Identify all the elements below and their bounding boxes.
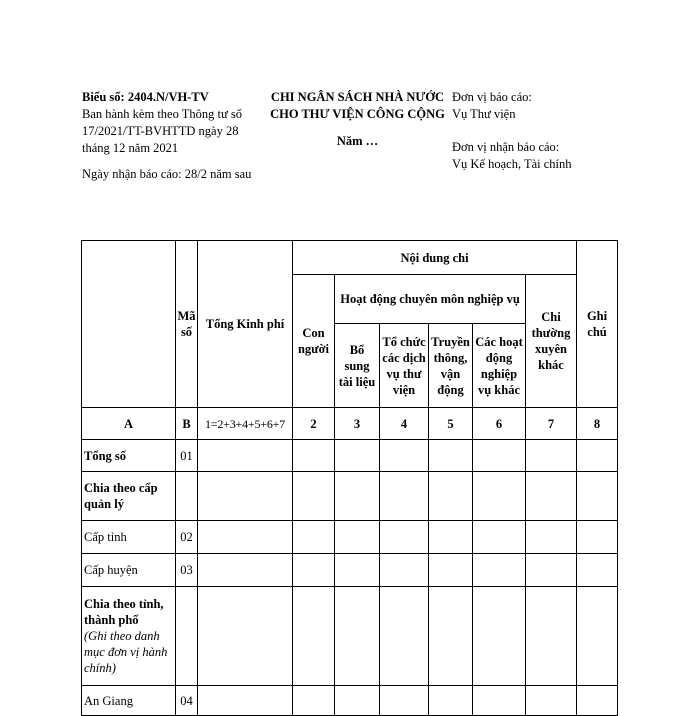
report-title: CHI NGÂN SÁCH NHÀ NƯỚC CHO THƯ VIỆN CÔNG CỘNG <box>270 90 445 121</box>
numbering-row <box>82 408 618 440</box>
table-row <box>82 472 618 521</box>
numbering-cell: A <box>82 408 176 440</box>
row-label <box>82 587 176 686</box>
col-chi-thuong-xuyen: Chi thường xuyên khác <box>526 275 577 408</box>
numbering-cell: 5 <box>429 408 473 440</box>
col-hoat-dong: Hoạt động chuyên môn nghiệp vụ <box>335 275 526 324</box>
row-code: 02 <box>176 521 198 554</box>
col-to-chuc: Tổ chức các dịch vụ thư viện <box>380 324 429 408</box>
report-title-block <box>270 89 445 150</box>
table-row <box>82 521 618 554</box>
col-con-nguoi: Con người <box>293 275 335 408</box>
col-ghi-chu: Ghi chú <box>577 241 618 408</box>
numbering-cell: 1=2+3+4+5+6+7 <box>198 408 293 440</box>
numbering-cell: B <box>176 408 198 440</box>
row-label: Chia theo cấp quản lý <box>82 472 176 521</box>
row-code: 03 <box>176 554 198 587</box>
numbering-cell: 7 <box>526 408 577 440</box>
row-label: Cấp tỉnh <box>82 521 176 554</box>
row-code: 01 <box>176 440 198 472</box>
report-table <box>81 240 618 716</box>
table-row <box>82 554 618 587</box>
table-row <box>82 440 618 472</box>
table-row <box>82 587 618 686</box>
issued-by: Ban hành kèm theo Thông tư số 17/2021/TT-BVHTTD ngày 28 tháng 12 năm 2021 <box>82 107 242 155</box>
report-year: Năm … <box>336 134 379 148</box>
col-tong-kinh-phi: Tổng Kinh phí <box>198 241 293 408</box>
row-label-text: Chia theo tỉnh, thành phố <box>84 597 164 627</box>
row-label: An Giang <box>82 686 176 716</box>
row-label: Cấp huyện <box>82 554 176 587</box>
form-info <box>82 89 267 183</box>
receiving-unit: Vụ Kế hoạch, Tài chính <box>452 157 572 171</box>
col-bo-sung: Bổ sung tài liệu <box>335 324 380 408</box>
table-row <box>82 686 618 716</box>
row-code <box>176 472 198 521</box>
header-blank <box>82 241 176 408</box>
form-code: Biểu số: 2404.N/VH-TV <box>82 90 209 104</box>
col-cac-hoat-dong: Các hoạt động nghiệp vụ khác <box>473 324 526 408</box>
col-noi-dung-chi: Nội dung chi <box>293 241 577 275</box>
row-label: Tổng số <box>82 440 176 472</box>
receive-date: Ngày nhận báo cáo: 28/2 năm sau <box>82 167 252 181</box>
reporting-unit: Vụ Thư viện <box>452 107 516 121</box>
units-block <box>452 89 652 173</box>
numbering-cell: 6 <box>473 408 526 440</box>
row-code: 04 <box>176 686 198 716</box>
numbering-cell: 4 <box>380 408 429 440</box>
row-note: (Ghi theo danh mục đơn vị hành chính) <box>84 629 168 675</box>
numbering-cell: 2 <box>293 408 335 440</box>
col-ma-so: Mã số <box>176 241 198 408</box>
receiving-unit-label: Đơn vị nhận báo cáo: <box>452 140 560 154</box>
row-code <box>176 587 198 686</box>
col-truyen-thong: Truyền thông, vận động <box>429 324 473 408</box>
numbering-cell: 8 <box>577 408 618 440</box>
reporting-unit-label: Đơn vị báo cáo: <box>452 90 532 104</box>
numbering-cell: 3 <box>335 408 380 440</box>
